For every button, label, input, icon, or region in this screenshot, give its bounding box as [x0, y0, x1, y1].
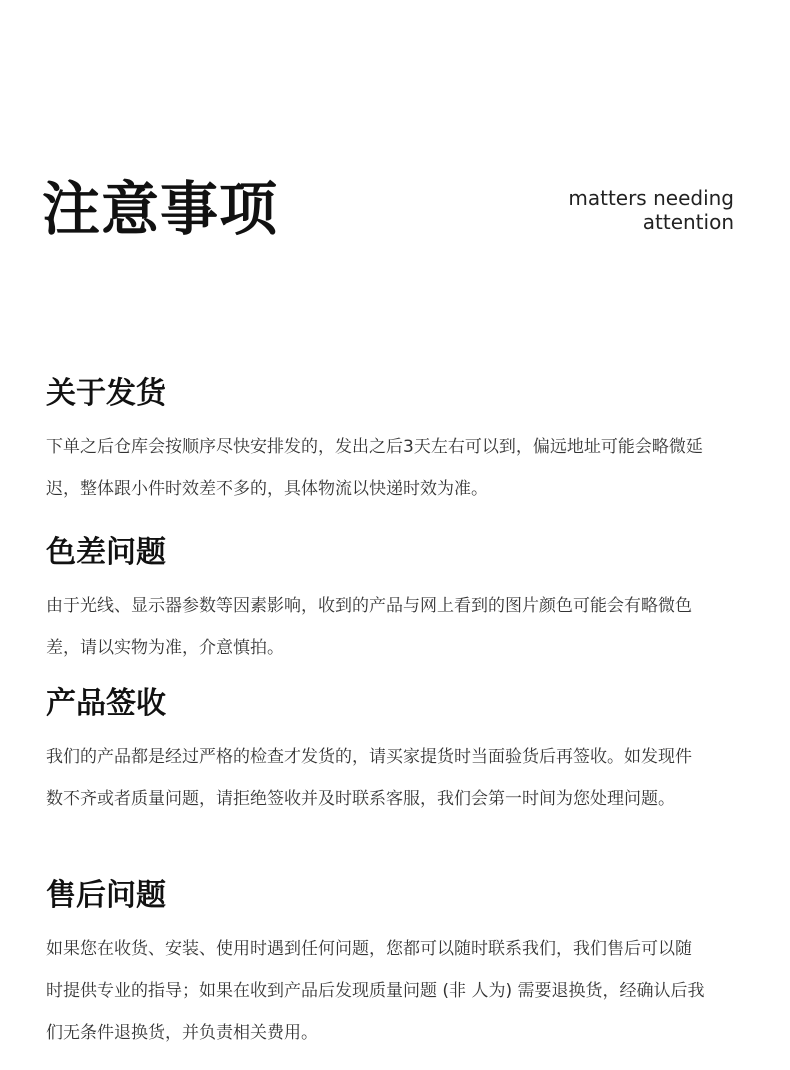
section-shipping	[46, 374, 746, 510]
section-product-receipt	[46, 684, 746, 820]
section-body-after-sales: 如果您在收货、安装、使用时遇到任何问题，您都可以随时联系我们，我们售后可以随时提供专业的指导；如果在收到产品后发现质量问题 (非 人为) 需要退换货，经确认后我们无条件退换货，并负责相关费用。	[46, 939, 705, 1043]
section-after-sales	[46, 876, 746, 1054]
page-title: 注意事项	[42, 175, 279, 243]
section-body-product-receipt: 我们的产品都是经过严格的检查才发货的，请买家提货时当面验货后再签收。如发现件数不齐或者质量问题，请拒绝签收并及时联系客服，我们会第一时间为您处理问题。	[46, 747, 692, 809]
section-heading-shipping: 关于发货	[46, 376, 166, 411]
section-color-difference	[46, 533, 746, 669]
section-heading-after-sales: 售后问题	[46, 878, 166, 913]
subtitle-line-2: attention	[642, 210, 734, 234]
page-subtitle	[514, 186, 734, 234]
section-heading-product-receipt: 产品签收	[46, 686, 166, 721]
section-body-color-difference: 由于光线、显示器参数等因素影响，收到的产品与网上看到的图片颜色可能会有略微色差，请以实物为准，介意慎拍。	[46, 596, 692, 658]
section-body-shipping: 下单之后仓库会按顺序尽快安排发的，发出之后3天左右可以到，偏远地址可能会略微延迟，整体跟小件时效差不多的，具体物流以快递时效为准。	[46, 437, 703, 499]
section-heading-color-difference: 色差问题	[46, 535, 166, 570]
subtitle-line-1: matters needing	[568, 186, 734, 210]
